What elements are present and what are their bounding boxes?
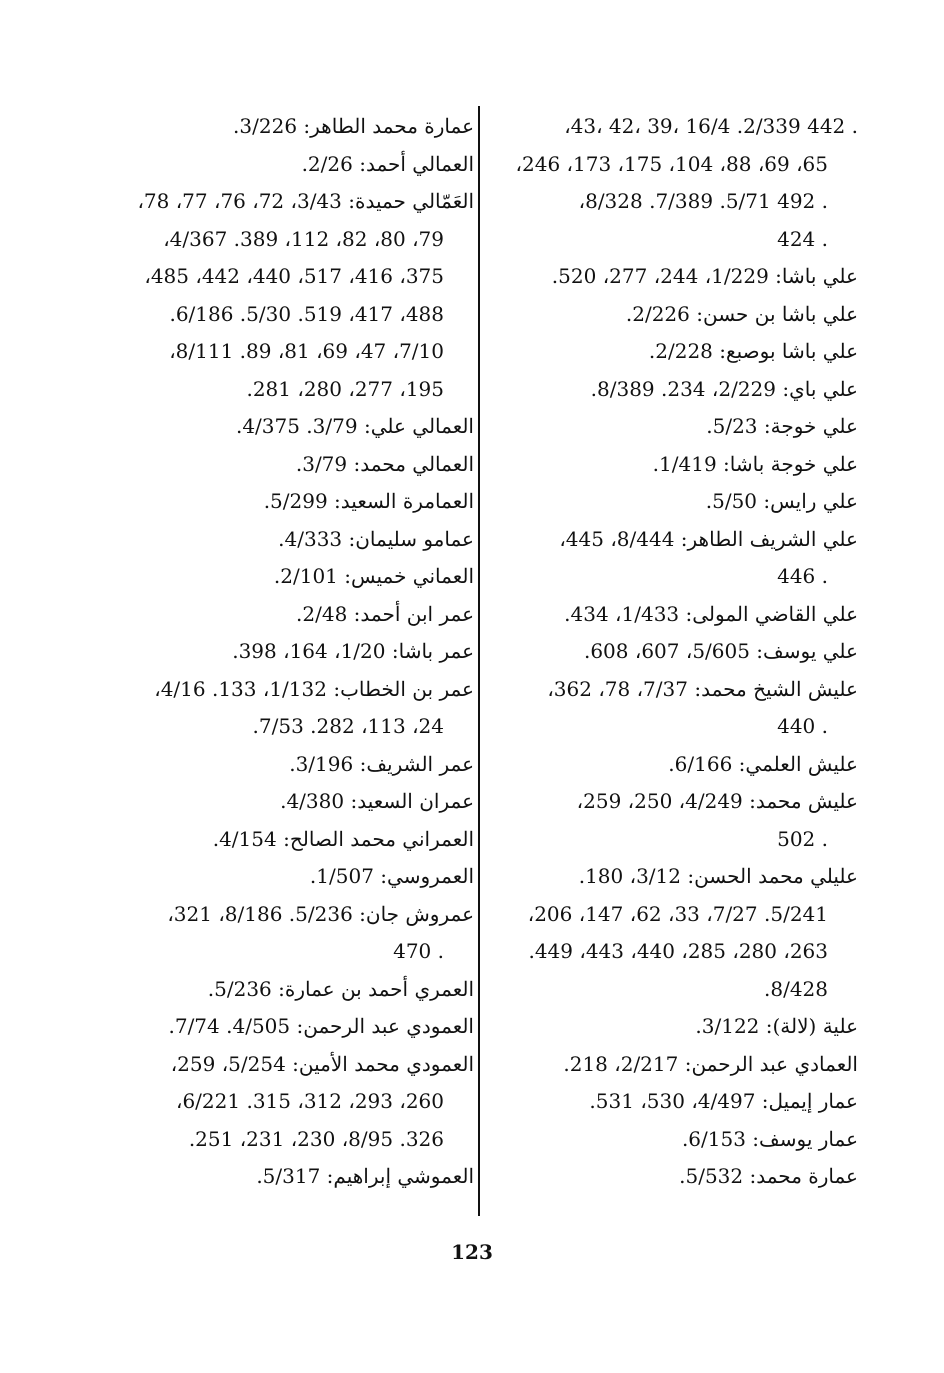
index-entry-line: العموشي إبراهيم: 5/317. [256, 1164, 474, 1188]
index-entry-line: 79، 80، 82، 112، 389. 4/367، [163, 226, 444, 251]
index-entry [490, 483, 858, 521]
index-entry [490, 296, 858, 334]
index-entry-line: . 492 5/71. 7/389. 8/328، [578, 189, 828, 213]
index-entry-line: 326. 8/95، 230، 231، 251. [188, 1126, 444, 1151]
index-entry-line: 260، 293، 312، 315. 6/221، [175, 1089, 444, 1113]
index-entry [108, 596, 474, 634]
index-entry-line: 5/241. 7/27، 33، 62، 147، 206، [527, 901, 828, 926]
index-entry [108, 146, 474, 184]
index-entry-line: 24، 113، 282. 7/53. [252, 714, 444, 738]
index-entry [108, 971, 474, 1009]
index-entry-line: عليش محمد: 4/249، 250، 259، [576, 789, 858, 813]
index-entry-line: عمارة محمد: 5/532. [679, 1164, 858, 1188]
index-entry-line: علية (لالة): 3/122. [695, 1014, 858, 1038]
index-entry [108, 671, 474, 746]
index-entry [490, 408, 858, 446]
index-entry-line: علي خوجة باشا: 1/419. [652, 451, 858, 476]
index-entry-line: عمر بن الخطاب: 1/132، 133. 4/16، [154, 676, 474, 701]
index-entry-line: عمار إيميل: 4/497، 530، 531. [589, 1089, 858, 1113]
index-entry-line: علي يوسف: 5/605، 607، 608. [583, 639, 858, 663]
index-column-left [108, 108, 474, 1196]
index-entry-line: 8/428. [764, 976, 828, 1001]
index-entry [108, 108, 474, 146]
index-entry-line: عمران السعيد: 4/380. [280, 789, 474, 813]
index-entry-line: . 502 [777, 826, 828, 851]
index-entry-line: . 446 [777, 564, 828, 588]
index-entry-line: علي باشا: 1/229، 244، 277، 520. [551, 264, 858, 288]
page-number: 123 [451, 1240, 493, 1264]
index-entry [490, 108, 858, 258]
index-entry [490, 746, 858, 784]
index-entry [108, 1046, 474, 1159]
index-entry-line: العمري أحمد بن عمارة: 5/236. [207, 976, 474, 1001]
index-entry [490, 521, 858, 596]
index-entry-line: عمر ابن أحمد: 2/48. [296, 601, 474, 626]
index-entry [108, 858, 474, 896]
index-entry-line: عليلي محمد الحسن: 3/12، 180. [578, 864, 858, 888]
index-entry [108, 521, 474, 559]
index-entry-line: علي باشا بن حسن: 2/226. [625, 301, 858, 326]
index-entry [490, 1046, 858, 1084]
index-entry-line: علي القاضي المولى: 1/433، 434. [564, 601, 858, 626]
index-entry [490, 1158, 858, 1196]
index-entry [490, 633, 858, 671]
index-entry-line: العماني خميس: 2/101. [273, 564, 474, 588]
index-entry [108, 446, 474, 484]
index-entry-line: عمر باشا: 1/20، 164، 398. [232, 639, 474, 663]
index-entry-line: علي رايس: 5/50. [705, 489, 858, 513]
index-entry-line: 263، 280، 285، 440، 443، 449. [528, 939, 828, 963]
index-entry-line: 488، 417، 519. 5/30. 6/186. [169, 301, 444, 326]
index-entry [490, 1008, 858, 1046]
index-entry [490, 858, 858, 1008]
index-entry [108, 483, 474, 521]
index-entry [108, 746, 474, 784]
index-entry [490, 1083, 858, 1121]
index-entry-line: . 442 2/339. 16/4 ،39 ،42 ،43، [564, 114, 858, 138]
index-entry [490, 596, 858, 634]
index-entry-line: عمامو سليمان: 4/333. [278, 526, 474, 551]
index-entry [108, 558, 474, 596]
index-entry-line: عليش العلمي: 6/166. [668, 751, 858, 776]
index-entry [490, 258, 858, 296]
index-entry-line: . 440 [777, 714, 828, 738]
index-entry-line: عليش الشيخ محمد: 7/37، 78، 362، [547, 676, 858, 701]
index-entry [108, 821, 474, 859]
index-entry [108, 783, 474, 821]
index-entry [108, 408, 474, 446]
index-entry-line: . 424 [777, 226, 828, 251]
index-entry-line: 375، 416، 517، 440، 442، 485، [144, 264, 444, 288]
index-entry-line: العمادي عبد الرحمن: 2/217، 218. [563, 1051, 858, 1076]
index-entry-line: العمروسي: 1/507. [309, 864, 474, 888]
index-entry [108, 183, 474, 408]
index-entry-line: عمارة محمد الطاهر: 3/226. [233, 114, 474, 138]
index-entry-line: علي باي: 2/229، 234. 8/389. [590, 376, 858, 401]
column-divider [478, 106, 480, 1216]
index-entry-line: العمالي علي: 3/79. 4/375. [235, 414, 474, 438]
index-entry-line: علي خوجة: 5/23. [706, 414, 858, 438]
index-entry [490, 1121, 858, 1159]
index-entry-line: العمراني محمد الصالح: 4/154. [212, 826, 474, 851]
index-entry-line: العمودي عبد الرحمن: 4/505. 7/74. [168, 1014, 474, 1038]
index-entry-line: عمر الشريف: 3/196. [289, 751, 474, 776]
index-entry-line: 7/10، 47، 69، 81، 89. 8/111، [169, 339, 444, 363]
index-entry-line: العَمّالي حميدة: 3/43، 72، 76، 77، 78، [137, 189, 474, 213]
index-entry-line: العمالي أحمد: 2/26. [301, 151, 474, 176]
index-entry [490, 446, 858, 484]
index-entry-line: 65، 69، 88، 104، 175، 173، 246، [515, 151, 828, 176]
index-entry-line: . 470 [393, 939, 444, 963]
index-column-right [490, 108, 858, 1196]
index-entry [490, 783, 858, 858]
index-entry-line: علي باشا بوصبع: 2/228. [648, 339, 858, 363]
index-entry [490, 671, 858, 746]
index-entry-line: علي الشريف الطاهر: 8/444، 445، [559, 526, 858, 551]
index-entry-line: العمامرة السعيد: 5/299. [263, 489, 474, 513]
index-entry [108, 896, 474, 971]
index-entry [108, 1008, 474, 1046]
index-entry [490, 371, 858, 409]
index-entry [108, 1158, 474, 1196]
index-entry-line: العمالي محمد: 3/79. [295, 451, 474, 476]
index-entry [108, 633, 474, 671]
index-entry-line: عمروش جان: 5/236. 8/186، 321، [167, 901, 474, 926]
index-entry-line: عمار يوسف: 6/153. [681, 1126, 858, 1151]
index-entry-line: 195، 277، 280، 281. [246, 376, 444, 401]
index-entry-line: العمودي محمد الأمين: 5/254، 259، [170, 1051, 474, 1076]
index-entry [490, 333, 858, 371]
